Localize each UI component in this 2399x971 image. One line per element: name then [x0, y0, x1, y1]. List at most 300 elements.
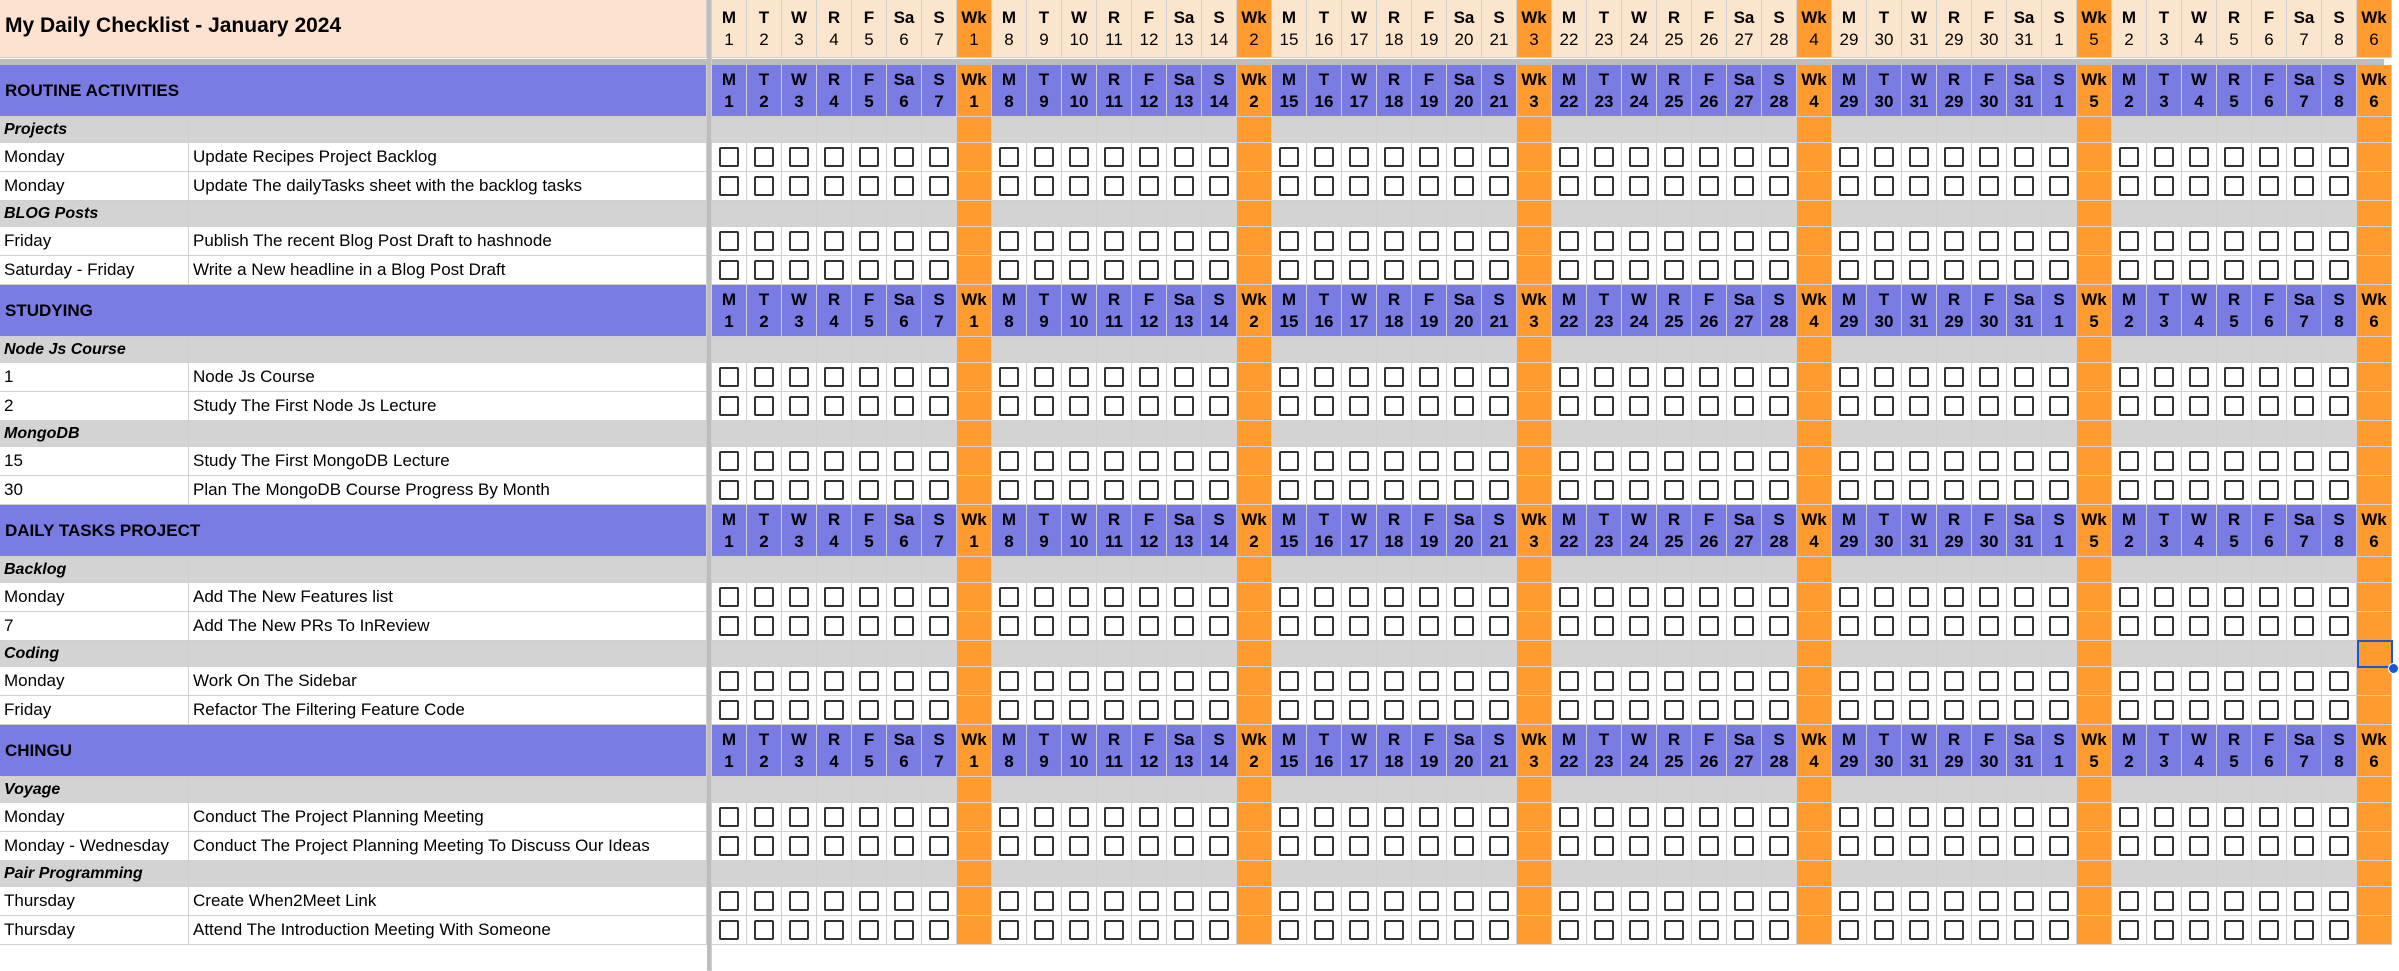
- task-checkbox[interactable]: [1034, 451, 1054, 471]
- task-checkbox[interactable]: [1594, 891, 1614, 911]
- group-row-cell[interactable]: [2042, 641, 2077, 667]
- day-header-cell[interactable]: [2147, 65, 2182, 117]
- group-row-cell[interactable]: [1867, 421, 1902, 447]
- group-row-cell[interactable]: [2182, 337, 2217, 363]
- group-row-cell[interactable]: [1692, 201, 1727, 227]
- task-checkbox[interactable]: [1419, 671, 1439, 691]
- group-row-cell[interactable]: [1167, 201, 1202, 227]
- group-row-cell[interactable]: [957, 861, 992, 887]
- task-checkbox[interactable]: [1279, 700, 1299, 720]
- task-checkbox[interactable]: [1839, 920, 1859, 940]
- task-checkbox[interactable]: [1489, 367, 1509, 387]
- group-row-cell[interactable]: [1867, 117, 1902, 143]
- task-checkbox[interactable]: [2014, 700, 2034, 720]
- task-checkbox[interactable]: [1734, 396, 1754, 416]
- group-row-cell[interactable]: [782, 337, 817, 363]
- task-checkbox[interactable]: [1279, 260, 1299, 280]
- task-name[interactable]: Update Recipes Project Backlog: [189, 143, 707, 172]
- task-checkbox[interactable]: [859, 616, 879, 636]
- task-checkbox[interactable]: [1909, 176, 1929, 196]
- day-header-cell[interactable]: [1447, 65, 1482, 117]
- task-checkbox[interactable]: [929, 920, 949, 940]
- sheet-title[interactable]: My Daily Checklist - January 2024: [0, 0, 707, 58]
- task-checkbox[interactable]: [1979, 836, 1999, 856]
- task-checkbox[interactable]: [1559, 367, 1579, 387]
- day-header-cell[interactable]: [1377, 65, 1412, 117]
- week-header-cell[interactable]: [1237, 285, 1272, 337]
- task-name[interactable]: Add The New Features list: [189, 583, 707, 612]
- task-checkbox[interactable]: [824, 480, 844, 500]
- group-row-cell[interactable]: [922, 117, 957, 143]
- group-row-cell[interactable]: [2287, 421, 2322, 447]
- group-row-cell[interactable]: [2287, 777, 2322, 803]
- task-checkbox[interactable]: [1349, 260, 1369, 280]
- task-checkbox[interactable]: [859, 836, 879, 856]
- task-checkbox[interactable]: [754, 807, 774, 827]
- group-row-cell[interactable]: [1062, 201, 1097, 227]
- day-header-cell[interactable]: [1692, 65, 1727, 117]
- group-row-cell[interactable]: [1412, 641, 1447, 667]
- group-row-cell[interactable]: [1167, 557, 1202, 583]
- day-header-cell[interactable]: [2147, 725, 2182, 777]
- day-header-cell[interactable]: [1482, 285, 1517, 337]
- task-checkbox[interactable]: [2294, 836, 2314, 856]
- task-checkbox[interactable]: [1629, 836, 1649, 856]
- task-checkbox[interactable]: [789, 671, 809, 691]
- group-row-cell[interactable]: [1657, 201, 1692, 227]
- task-checkbox[interactable]: [2014, 920, 2034, 940]
- week-header-cell[interactable]: [1237, 0, 1272, 58]
- group-row-cell[interactable]: [1167, 421, 1202, 447]
- task-name[interactable]: Write a New headline in a Blog Post Draft: [189, 256, 707, 285]
- day-header-cell[interactable]: [1132, 0, 1167, 58]
- task-checkbox[interactable]: [2119, 367, 2139, 387]
- task-checkbox[interactable]: [2154, 451, 2174, 471]
- task-checkbox[interactable]: [2329, 396, 2349, 416]
- task-checkbox[interactable]: [824, 451, 844, 471]
- task-checkbox[interactable]: [859, 700, 879, 720]
- task-checkbox[interactable]: [1349, 671, 1369, 691]
- task-checkbox[interactable]: [1594, 671, 1614, 691]
- task-checkbox[interactable]: [719, 836, 739, 856]
- task-checkbox[interactable]: [1209, 891, 1229, 911]
- week-column-cell[interactable]: [957, 803, 992, 832]
- group-row-cell[interactable]: [2252, 777, 2287, 803]
- task-checkbox[interactable]: [1139, 480, 1159, 500]
- group-row-cell[interactable]: [2112, 641, 2147, 667]
- task-checkbox[interactable]: [1034, 260, 1054, 280]
- week-header-cell[interactable]: [2357, 505, 2392, 557]
- task-checkbox[interactable]: [1979, 891, 1999, 911]
- task-checkbox[interactable]: [1664, 700, 1684, 720]
- group-row-cell[interactable]: [2217, 861, 2252, 887]
- group-row-cell[interactable]: [1377, 201, 1412, 227]
- task-checkbox[interactable]: [1489, 451, 1509, 471]
- task-checkbox[interactable]: [754, 231, 774, 251]
- week-column-cell[interactable]: [2077, 583, 2112, 612]
- day-header-cell[interactable]: [1552, 285, 1587, 337]
- task-checkbox[interactable]: [1769, 836, 1789, 856]
- group-row-cell[interactable]: [1307, 117, 1342, 143]
- group-row-cell[interactable]: [2007, 861, 2042, 887]
- group-row-cell[interactable]: [1867, 557, 1902, 583]
- task-checkbox[interactable]: [824, 616, 844, 636]
- group-row-cell[interactable]: [1412, 861, 1447, 887]
- task-checkbox[interactable]: [2014, 480, 2034, 500]
- week-column-cell[interactable]: [2357, 916, 2392, 945]
- task-checkbox[interactable]: [2224, 260, 2244, 280]
- task-checkbox[interactable]: [1769, 147, 1789, 167]
- task-checkbox[interactable]: [999, 231, 1019, 251]
- task-checkbox[interactable]: [2329, 231, 2349, 251]
- group-row-cell[interactable]: [1062, 861, 1097, 887]
- task-checkbox[interactable]: [1734, 480, 1754, 500]
- task-checkbox[interactable]: [929, 147, 949, 167]
- task-checkbox[interactable]: [719, 587, 739, 607]
- task-checkbox[interactable]: [1664, 616, 1684, 636]
- day-header-cell[interactable]: [2252, 0, 2287, 58]
- task-checkbox[interactable]: [2014, 836, 2034, 856]
- group-row-cell[interactable]: [1517, 201, 1552, 227]
- day-header-cell[interactable]: [1342, 0, 1377, 58]
- task-checkbox[interactable]: [1769, 260, 1789, 280]
- week-column-cell[interactable]: [1517, 363, 1552, 392]
- task-name[interactable]: Conduct The Project Planning Meeting: [189, 803, 707, 832]
- day-header-cell[interactable]: [1832, 505, 1867, 557]
- task-checkbox[interactable]: [2189, 891, 2209, 911]
- task-checkbox[interactable]: [2329, 891, 2349, 911]
- task-checkbox[interactable]: [1664, 671, 1684, 691]
- group-row-cell[interactable]: [1727, 421, 1762, 447]
- task-checkbox[interactable]: [1314, 700, 1334, 720]
- day-header-cell[interactable]: [1867, 285, 1902, 337]
- task-checkbox[interactable]: [2119, 587, 2139, 607]
- task-checkbox[interactable]: [1489, 231, 1509, 251]
- group-row-cell[interactable]: [1622, 641, 1657, 667]
- task-when[interactable]: Monday: [0, 172, 189, 201]
- day-header-cell[interactable]: [1202, 65, 1237, 117]
- day-header-cell[interactable]: [2042, 65, 2077, 117]
- group-label[interactable]: MongoDB: [0, 421, 189, 447]
- task-checkbox[interactable]: [929, 891, 949, 911]
- day-header-cell[interactable]: [887, 65, 922, 117]
- task-checkbox[interactable]: [929, 480, 949, 500]
- group-row-cell[interactable]: [1447, 861, 1482, 887]
- group-row-cell[interactable]: [922, 201, 957, 227]
- day-header-cell[interactable]: [2182, 0, 2217, 58]
- task-checkbox[interactable]: [1209, 451, 1229, 471]
- group-row-cell[interactable]: [1937, 557, 1972, 583]
- task-checkbox[interactable]: [1489, 700, 1509, 720]
- group-row-cell[interactable]: [992, 641, 1027, 667]
- day-header-cell[interactable]: [2042, 285, 2077, 337]
- task-checkbox[interactable]: [1944, 616, 1964, 636]
- task-checkbox[interactable]: [1069, 671, 1089, 691]
- week-column-cell[interactable]: [2357, 392, 2392, 421]
- task-checkbox[interactable]: [754, 480, 774, 500]
- group-row-cell[interactable]: [1552, 337, 1587, 363]
- day-header-cell[interactable]: [1377, 725, 1412, 777]
- group-row-cell[interactable]: [1342, 117, 1377, 143]
- task-checkbox[interactable]: [2049, 147, 2069, 167]
- group-row-cell[interactable]: [1167, 641, 1202, 667]
- group-row-cell[interactable]: [2182, 557, 2217, 583]
- task-checkbox[interactable]: [1629, 671, 1649, 691]
- task-checkbox[interactable]: [859, 147, 879, 167]
- day-header-cell[interactable]: [1762, 725, 1797, 777]
- week-column-cell[interactable]: [2077, 612, 2112, 641]
- task-checkbox[interactable]: [2329, 367, 2349, 387]
- task-checkbox[interactable]: [1699, 176, 1719, 196]
- task-checkbox[interactable]: [894, 700, 914, 720]
- day-header-cell[interactable]: [1762, 285, 1797, 337]
- group-label[interactable]: Coding: [0, 641, 189, 667]
- week-column-cell[interactable]: [957, 447, 992, 476]
- section-header[interactable]: CHINGU: [0, 725, 707, 777]
- day-header-cell[interactable]: [1552, 725, 1587, 777]
- task-checkbox[interactable]: [1979, 231, 1999, 251]
- section-header[interactable]: DAILY TASKS PROJECT: [0, 505, 707, 557]
- task-checkbox[interactable]: [894, 891, 914, 911]
- task-checkbox[interactable]: [1349, 396, 1369, 416]
- group-label[interactable]: Pair Programming: [0, 861, 189, 887]
- task-checkbox[interactable]: [1489, 616, 1509, 636]
- task-checkbox[interactable]: [1559, 480, 1579, 500]
- group-row-cell[interactable]: [1587, 337, 1622, 363]
- task-checkbox[interactable]: [1734, 587, 1754, 607]
- group-row-cell[interactable]: [957, 337, 992, 363]
- task-checkbox[interactable]: [1734, 671, 1754, 691]
- week-header-cell[interactable]: [1517, 505, 1552, 557]
- day-header-cell[interactable]: [817, 505, 852, 557]
- week-column-cell[interactable]: [1517, 143, 1552, 172]
- week-column-cell[interactable]: [2077, 256, 2112, 285]
- task-checkbox[interactable]: [754, 891, 774, 911]
- week-column-cell[interactable]: [1517, 916, 1552, 945]
- task-checkbox[interactable]: [894, 587, 914, 607]
- task-checkbox[interactable]: [1979, 671, 1999, 691]
- group-row-cell[interactable]: [1062, 117, 1097, 143]
- day-header-cell[interactable]: [1027, 505, 1062, 557]
- task-checkbox[interactable]: [1489, 480, 1509, 500]
- task-checkbox[interactable]: [2259, 396, 2279, 416]
- day-header-cell[interactable]: [1587, 505, 1622, 557]
- task-checkbox[interactable]: [1104, 396, 1124, 416]
- task-checkbox[interactable]: [1559, 451, 1579, 471]
- group-row-cell[interactable]: [1657, 337, 1692, 363]
- task-checkbox[interactable]: [859, 920, 879, 940]
- group-row-cell[interactable]: [957, 421, 992, 447]
- day-header-cell[interactable]: [1692, 725, 1727, 777]
- week-column-cell[interactable]: [2077, 696, 2112, 725]
- task-checkbox[interactable]: [1559, 700, 1579, 720]
- day-header-cell[interactable]: [1622, 65, 1657, 117]
- task-checkbox[interactable]: [2049, 231, 2069, 251]
- day-header-cell[interactable]: [1622, 725, 1657, 777]
- task-checkbox[interactable]: [2014, 231, 2034, 251]
- week-column-cell[interactable]: [1237, 256, 1272, 285]
- task-name[interactable]: Create When2Meet Link: [189, 887, 707, 916]
- task-checkbox[interactable]: [1629, 231, 1649, 251]
- day-header-cell[interactable]: [1202, 725, 1237, 777]
- week-column-cell[interactable]: [1517, 256, 1552, 285]
- group-row-cell[interactable]: [712, 641, 747, 667]
- group-row-cell[interactable]: [1622, 201, 1657, 227]
- week-column-cell[interactable]: [2357, 696, 2392, 725]
- task-checkbox[interactable]: [1769, 396, 1789, 416]
- group-row-cell[interactable]: [1692, 777, 1727, 803]
- group-row-cell[interactable]: [1307, 777, 1342, 803]
- day-header-cell[interactable]: [1377, 0, 1412, 58]
- task-checkbox[interactable]: [1454, 587, 1474, 607]
- day-header-cell[interactable]: [1447, 0, 1482, 58]
- day-header-cell[interactable]: [887, 505, 922, 557]
- task-checkbox[interactable]: [1874, 147, 1894, 167]
- week-column-cell[interactable]: [957, 916, 992, 945]
- task-checkbox[interactable]: [2049, 260, 2069, 280]
- group-row-cell[interactable]: [1517, 641, 1552, 667]
- week-header-cell[interactable]: [2357, 725, 2392, 777]
- group-row-cell[interactable]: [2252, 201, 2287, 227]
- group-row-cell[interactable]: [2112, 777, 2147, 803]
- task-name[interactable]: Conduct The Project Planning Meeting To Discuss Our Ideas: [189, 832, 707, 861]
- group-row-cell[interactable]: [1692, 557, 1727, 583]
- week-header-cell[interactable]: [2357, 65, 2392, 117]
- week-column-cell[interactable]: [1237, 172, 1272, 201]
- day-header-cell[interactable]: [747, 505, 782, 557]
- day-header-cell[interactable]: [852, 505, 887, 557]
- task-checkbox[interactable]: [1034, 700, 1054, 720]
- task-checkbox[interactable]: [999, 920, 1019, 940]
- task-checkbox[interactable]: [999, 891, 1019, 911]
- task-checkbox[interactable]: [2294, 367, 2314, 387]
- task-checkbox[interactable]: [789, 891, 809, 911]
- day-header-cell[interactable]: [2007, 0, 2042, 58]
- task-name[interactable]: Plan The MongoDB Course Progress By Month: [189, 476, 707, 505]
- week-column-cell[interactable]: [2357, 887, 2392, 916]
- day-header-cell[interactable]: [1937, 505, 1972, 557]
- day-header-cell[interactable]: [1727, 65, 1762, 117]
- task-checkbox[interactable]: [1034, 480, 1054, 500]
- task-checkbox[interactable]: [1174, 616, 1194, 636]
- day-header-cell[interactable]: [1937, 0, 1972, 58]
- group-row-cell[interactable]: [1062, 777, 1097, 803]
- day-header-cell[interactable]: [1867, 65, 1902, 117]
- day-header-cell[interactable]: [1937, 285, 1972, 337]
- group-row-cell[interactable]: [2077, 201, 2112, 227]
- task-checkbox[interactable]: [2294, 231, 2314, 251]
- task-checkbox[interactable]: [1314, 587, 1334, 607]
- day-header-cell[interactable]: [1272, 65, 1307, 117]
- task-checkbox[interactable]: [1209, 396, 1229, 416]
- week-column-cell[interactable]: [1517, 227, 1552, 256]
- group-row-cell[interactable]: [1237, 337, 1272, 363]
- group-row-cell[interactable]: [1307, 557, 1342, 583]
- task-checkbox[interactable]: [1174, 451, 1194, 471]
- group-row-cell[interactable]: [1272, 777, 1307, 803]
- task-checkbox[interactable]: [2014, 451, 2034, 471]
- task-checkbox[interactable]: [824, 891, 844, 911]
- day-header-cell[interactable]: [1902, 285, 1937, 337]
- task-checkbox[interactable]: [1314, 367, 1334, 387]
- group-row-cell[interactable]: [1797, 557, 1832, 583]
- group-row-cell[interactable]: [1517, 861, 1552, 887]
- task-checkbox[interactable]: [754, 396, 774, 416]
- task-name[interactable]: Update The dailyTasks sheet with the backlog tasks: [189, 172, 707, 201]
- group-row-cell[interactable]: [992, 861, 1027, 887]
- day-header-cell[interactable]: [817, 725, 852, 777]
- task-checkbox[interactable]: [1174, 807, 1194, 827]
- task-checkbox[interactable]: [1489, 807, 1509, 827]
- day-header-cell[interactable]: [1062, 65, 1097, 117]
- day-header-cell[interactable]: [1342, 285, 1377, 337]
- day-header-cell[interactable]: [992, 285, 1027, 337]
- task-checkbox[interactable]: [1279, 147, 1299, 167]
- day-header-cell[interactable]: [1307, 285, 1342, 337]
- group-row-cell[interactable]: [1727, 201, 1762, 227]
- day-header-cell[interactable]: [2042, 725, 2077, 777]
- day-header-cell[interactable]: [2322, 65, 2357, 117]
- group-row-cell[interactable]: [1342, 421, 1377, 447]
- task-checkbox[interactable]: [824, 807, 844, 827]
- day-header-cell[interactable]: [1447, 505, 1482, 557]
- group-row-cell[interactable]: [2042, 861, 2077, 887]
- task-checkbox[interactable]: [1769, 480, 1789, 500]
- week-column-cell[interactable]: [957, 172, 992, 201]
- task-checkbox[interactable]: [2224, 836, 2244, 856]
- day-header-cell[interactable]: [2112, 505, 2147, 557]
- task-checkbox[interactable]: [1419, 367, 1439, 387]
- day-header-cell[interactable]: [1027, 725, 1062, 777]
- task-checkbox[interactable]: [1139, 231, 1159, 251]
- group-row-cell[interactable]: [782, 201, 817, 227]
- task-checkbox[interactable]: [1734, 807, 1754, 827]
- task-checkbox[interactable]: [1944, 480, 1964, 500]
- task-checkbox[interactable]: [1104, 616, 1124, 636]
- task-checkbox[interactable]: [1174, 176, 1194, 196]
- group-row-cell[interactable]: [1097, 201, 1132, 227]
- task-checkbox[interactable]: [1489, 891, 1509, 911]
- task-when[interactable]: Friday: [0, 227, 189, 256]
- group-row-cell[interactable]: [1727, 861, 1762, 887]
- task-checkbox[interactable]: [1559, 836, 1579, 856]
- task-checkbox[interactable]: [1034, 891, 1054, 911]
- task-checkbox[interactable]: [1909, 616, 1929, 636]
- task-checkbox[interactable]: [1104, 671, 1124, 691]
- day-header-cell[interactable]: [1202, 285, 1237, 337]
- group-row-cell[interactable]: [712, 201, 747, 227]
- group-row-cell[interactable]: [957, 641, 992, 667]
- week-header-cell[interactable]: [1517, 0, 1552, 58]
- task-checkbox[interactable]: [2259, 836, 2279, 856]
- group-row-cell[interactable]: [887, 861, 922, 887]
- group-row-cell[interactable]: [957, 777, 992, 803]
- task-when[interactable]: Thursday: [0, 887, 189, 916]
- task-checkbox[interactable]: [859, 807, 879, 827]
- group-row-cell[interactable]: [817, 557, 852, 583]
- group-row-cell[interactable]: [2077, 117, 2112, 143]
- week-column-cell[interactable]: [1237, 143, 1272, 172]
- task-checkbox[interactable]: [2294, 671, 2314, 691]
- week-column-cell[interactable]: [1797, 583, 1832, 612]
- group-row-cell[interactable]: [1132, 201, 1167, 227]
- task-checkbox[interactable]: [2049, 700, 2069, 720]
- group-row-cell[interactable]: [1797, 337, 1832, 363]
- task-checkbox[interactable]: [2154, 920, 2174, 940]
- group-row-cell[interactable]: [2112, 861, 2147, 887]
- day-header-cell[interactable]: [2217, 65, 2252, 117]
- task-checkbox[interactable]: [1419, 807, 1439, 827]
